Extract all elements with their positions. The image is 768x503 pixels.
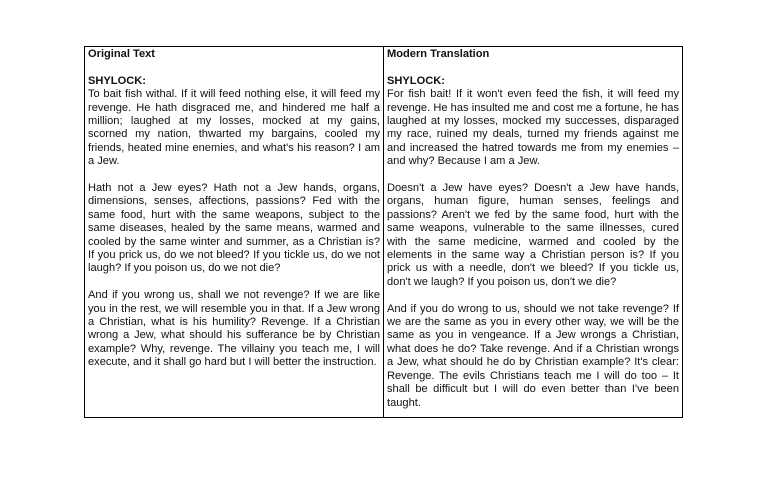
original-paragraph-3: And if you wrong us, shall we not revenge? If we are like you in the rest, we will resemble you in that. If a Jew wrong a Christian, what is his humility? Revenge. If a Christian wrong a Jew, what should his sufferance be by Christian example? Why, revenge. The villainy you teach me, I will execute, and it shall go hard but I will better the instruction. [88,289,380,369]
original-text-heading: Original Text [88,48,155,60]
modern-speaker-label: SHYLOCK: [387,74,445,87]
modern-paragraph-2: Doesn't a Jew have eyes? Doesn't a Jew have hands, organs, human figure, human senses, feelings and passions? Aren't we fed by the same food, hurt with the same weapons, vulnerable to the same illnesses, cured with the same medicine, warmed and cooled by the elements in the same way a Christian person is? If you prick us with a needle, don't we bleed? If you tickle us, don't we laugh? If you poison us, don't we die? [387,182,679,288]
modern-paragraph-3: And if you do wrong to us, should we not take revenge? If we are the same as you in every other way, we will be the same as you in vengeance. If a Jew wrongs a Christian, what does he do? Take revenge. And if a Christian wrongs a Jew, what should he do by Christian example? It's clear: Revenge. The evils Christians teach me I will do too – It shall be difficult but I will do even better than I've been taught. [387,302,679,409]
modern-translation-column [384,47,682,417]
comparison-table [84,46,683,418]
modern-paragraph-1: For fish bait! If it won't even feed the fish, it will feed my revenge. He has insulted me and cost me a fortune, he has laughed at my losses, mocked my successes, disparaged my race, ruined my deals, turned my friends against me and increased the hatred towards me from my enemies – and why? Because I am a Jew. [387,88,679,168]
original-speaker-label: SHYLOCK: [88,74,146,87]
original-paragraph-2: Hath not a Jew eyes? Hath not a Jew hands, organs, dimensions, senses, affections, passions? Fed with the same food, hurt with the same weapons, subject to the same diseases, healed by the same means, warmed and cooled by the same winter and summer, as a Christian is? If you prick us, do we not bleed? If you tickle us, do we not laugh? If you poison us, do we not die? [88,182,380,275]
modern-translation-heading: Modern Translation [387,48,490,60]
original-paragraph-1: To bait fish withal. If it will feed nothing else, it will feed my revenge. He hath disgraced me, and hindered me half a million; laughed at my losses, mocked at my gains, scorned my nation, thwarted my bargains, cooled my friends, heated mine enemies, and what's his reason? I am a Jew. [88,88,380,168]
original-text-column [85,47,384,417]
